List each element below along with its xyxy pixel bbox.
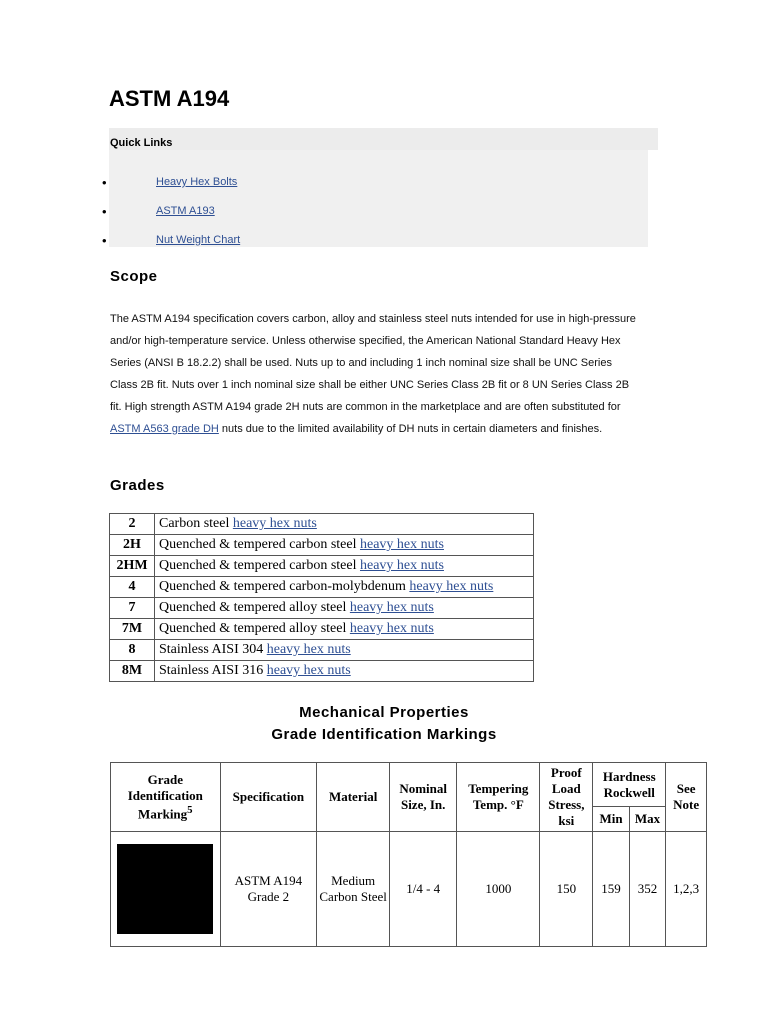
grade-description — [155, 514, 534, 535]
nut-weight-chart-link[interactable]: Nut Weight Chart — [156, 234, 241, 246]
col-header-min: Min — [593, 807, 630, 832]
grade-description — [155, 556, 534, 577]
nominal-size-cell: 1/4 - 4 — [390, 832, 457, 947]
mechanical-properties-heading: Mechanical Properties — [299, 704, 469, 721]
grade-code: 4 — [110, 577, 155, 598]
grade-desc-text: Quenched & tempered alloy steel — [159, 600, 350, 615]
grade-description — [155, 619, 534, 640]
table-header-row — [111, 763, 707, 807]
col-header-see-note: See Note — [666, 763, 707, 832]
hardness-max-cell: 352 — [629, 832, 666, 947]
page-title: ASTM A194 — [109, 86, 230, 111]
col-header-nominal-size: Nominal Size, In. — [390, 763, 457, 832]
table-row — [110, 661, 534, 682]
table-row — [110, 619, 534, 640]
heavy-hex-nuts-link[interactable]: heavy hex nuts — [232, 516, 317, 531]
grade-code: 8M — [110, 661, 155, 682]
grade-description — [155, 640, 534, 661]
bullet-icon: • — [102, 204, 107, 219]
grade-code: 2HM — [110, 556, 155, 577]
grade-description — [155, 661, 534, 682]
grade-desc-text: Carbon steel — [159, 516, 233, 531]
heavy-hex-nuts-link[interactable]: heavy hex nuts — [266, 642, 351, 657]
grade-desc-text: Quenched & tempered alloy steel — [159, 621, 350, 636]
col-header-marking — [111, 763, 221, 832]
table-row — [111, 832, 707, 947]
quick-links-heading: Quick Links — [110, 137, 173, 149]
note-cell: 1,2,3 — [666, 832, 707, 947]
astm-a193-link[interactable]: ASTM A193 — [156, 205, 215, 217]
col-header-tempering: Tempering Temp. °F — [457, 763, 540, 832]
grade-description — [155, 598, 534, 619]
grade-desc-text: Quenched & tempered carbon steel — [159, 537, 360, 552]
tempering-cell: 1000 — [457, 832, 540, 947]
grade-markings-heading: Grade Identification Markings — [271, 726, 497, 743]
grade-code: 8 — [110, 640, 155, 661]
marking-cell — [111, 832, 221, 947]
heavy-hex-nuts-link[interactable]: heavy hex nuts — [349, 600, 434, 615]
grade-desc-text: Quenched & tempered carbon-molybdenum — [159, 579, 410, 594]
grade-description — [155, 535, 534, 556]
heavy-hex-bolts-link[interactable]: Heavy Hex Bolts — [156, 176, 238, 188]
footnote-marker: 5 — [187, 803, 193, 816]
scope-text-after: nuts due to the limited availability of DH nuts in certain diameters and finishes. — [218, 423, 603, 435]
heavy-hex-nuts-link[interactable]: heavy hex nuts — [349, 621, 434, 636]
marking-header-text: Grade Identification Marking — [127, 771, 203, 822]
col-header-max: Max — [629, 807, 666, 832]
scope-paragraph — [110, 308, 640, 440]
table-row — [110, 535, 534, 556]
bullet-icon: • — [102, 233, 107, 248]
grade-code: 2 — [110, 514, 155, 535]
heavy-hex-nuts-link[interactable]: heavy hex nuts — [409, 579, 494, 594]
grade-code: 7M — [110, 619, 155, 640]
grades-heading: Grades — [110, 477, 165, 494]
scope-heading: Scope — [110, 268, 158, 285]
grade-code: 2H — [110, 535, 155, 556]
grade-code: 7 — [110, 598, 155, 619]
quick-links-bar — [109, 128, 658, 150]
table-row — [110, 514, 534, 535]
grade-marking-image — [117, 844, 213, 934]
col-header-proof-load: Proof Load Stress, ksi — [540, 763, 593, 832]
heavy-hex-nuts-link[interactable]: heavy hex nuts — [359, 537, 444, 552]
grade-desc-text: Quenched & tempered carbon steel — [159, 558, 360, 573]
heavy-hex-nuts-link[interactable]: heavy hex nuts — [359, 558, 444, 573]
proof-load-cell: 150 — [540, 832, 593, 947]
table-row — [110, 640, 534, 661]
grade-desc-text: Stainless AISI 304 — [159, 642, 267, 657]
col-header-material: Material — [317, 763, 390, 832]
mechanical-properties-table — [110, 762, 707, 947]
col-header-specification: Specification — [220, 763, 316, 832]
specification-cell: ASTM A194 Grade 2 — [220, 832, 316, 947]
table-row — [110, 556, 534, 577]
grades-table — [109, 513, 534, 682]
table-row — [110, 577, 534, 598]
table-row — [110, 598, 534, 619]
grade-description — [155, 577, 534, 598]
heavy-hex-nuts-link[interactable]: heavy hex nuts — [266, 663, 351, 678]
bullet-icon: • — [102, 175, 107, 190]
astm-a563-link[interactable]: ASTM A563 grade DH — [110, 423, 219, 435]
material-cell: Medium Carbon Steel — [317, 832, 390, 947]
col-header-hardness: Hardness Rockwell — [593, 763, 666, 807]
scope-text-before: The ASTM A194 specification covers carbon, alloy and stainless steel nuts intended for use in high-pressure and/or high-temperature service. Unless otherwise specified, the American National Standard Heavy Hex Series (ANSI B 18.2.2) shall be used. Nuts up to and including 1 inch nominal size shall be UNC Series Class 2B fit. Nuts over 1 inch nominal size shall be either UNC Series Class 2B fit or 8 UN Series Class 2B fit. High strength ASTM A194 grade 2H nuts are common in the marketplace and are often substituted for — [110, 313, 636, 413]
grade-desc-text: Stainless AISI 316 — [159, 663, 267, 678]
quick-links-panel — [109, 150, 648, 247]
hardness-min-cell: 159 — [593, 832, 630, 947]
